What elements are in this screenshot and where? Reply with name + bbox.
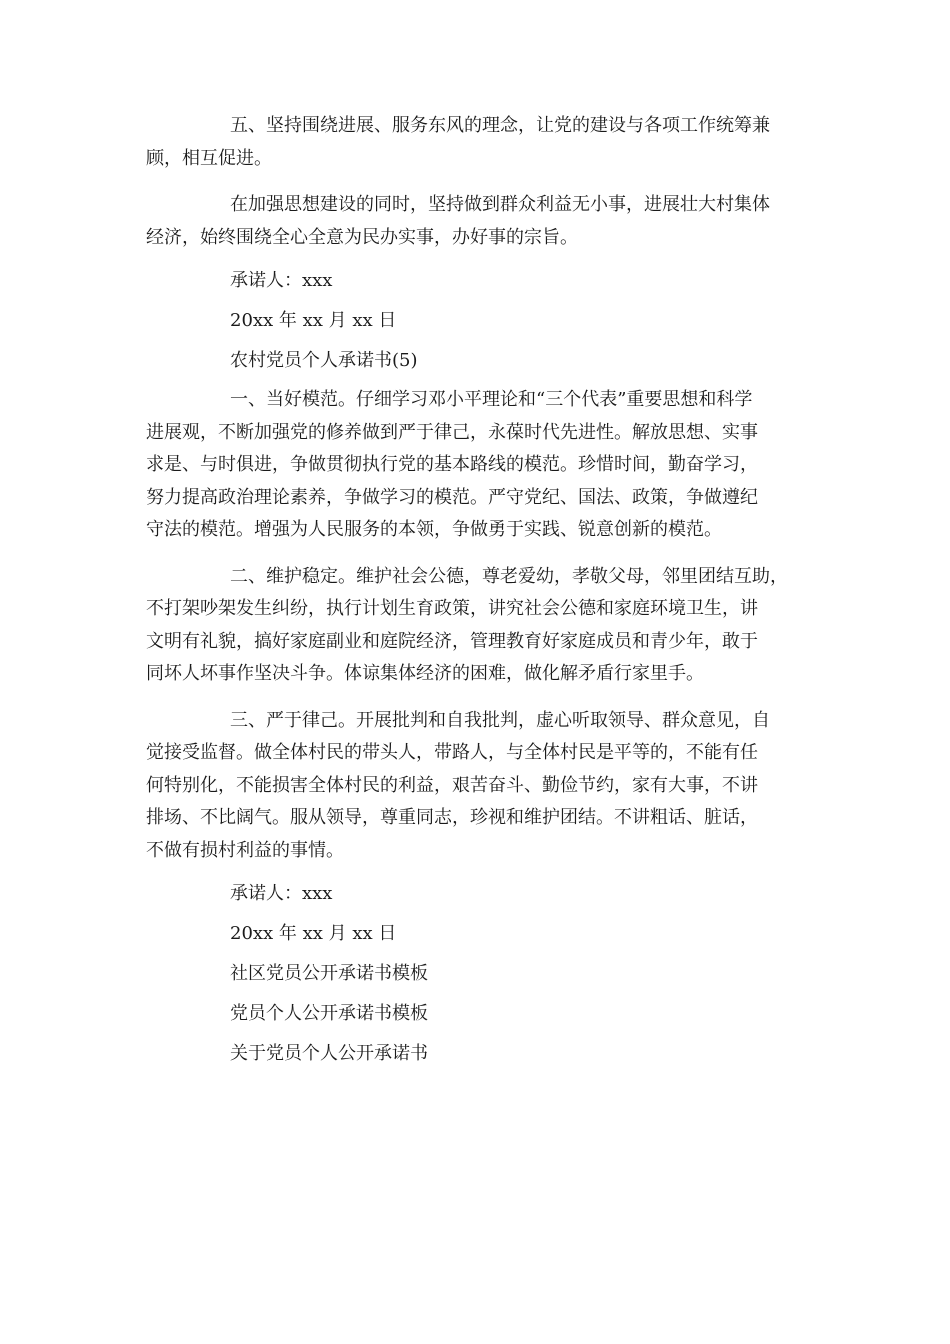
text-line: 努力提高政治理论素养，争做学习的模范。严守党纪、国法、政策，争做遵纪: [146, 486, 758, 508]
related-link-personal-template[interactable]: 党员个人公开承诺书模板: [230, 1003, 428, 1024]
text-line: 二、维护稳定。维护社会公德，尊老爱幼，孝敬父母，邻里团结互助，: [230, 565, 788, 587]
date-line: 20xx 年 xx 月 xx 日: [230, 310, 397, 331]
text-line: 同坏人坏事作坚决斗争。体谅集体经济的困难，做化解矛盾行家里手。: [146, 663, 704, 684]
text-line: 一、当好模范。仔细学习邓小平理论和“三个代表”重要思想和科学: [230, 389, 753, 410]
text-line: 经济，始终围绕全心全意为民办实事，办好事的宗旨。: [146, 226, 578, 248]
commitment-item-2: [146, 561, 818, 691]
commitment-item-1: [146, 384, 818, 547]
related-link-community-template[interactable]: 社区党员公开承诺书模板: [230, 963, 428, 984]
text-line: 不打架吵架发生纠纷，执行计划生育政策，讲究社会公德和家庭环境卫生，讲: [146, 598, 758, 619]
text-line: 守法的模范。增强为人民服务的本领，争做勇于实践、锐意创新的模范。: [146, 519, 722, 540]
paragraph-point-five: [146, 110, 818, 175]
text-line: 何特别化，不能损害全体村民的利益，艰苦奋斗、勤俭节约，家有大事，不讲: [146, 774, 758, 796]
signer-line: 承诺人：xxx: [230, 270, 333, 291]
date-line: 20xx 年 xx 月 xx 日: [230, 923, 397, 944]
text-line: 排场、不比阔气。服从领导，尊重同志，珍视和维护团结。不讲粗话、脏话，: [146, 807, 758, 828]
section-title: 农村党员个人承诺书(5): [230, 350, 418, 371]
signer-line: 承诺人：xxx: [230, 883, 333, 904]
related-link-personal-commitment[interactable]: 关于党员个人公开承诺书: [230, 1043, 428, 1064]
text-line: 在加强思想建设的同时，坚持做到群众利益无小事，进展壮大村集体: [230, 194, 770, 215]
text-line: 觉接受监督。做全体村民的带头人，带路人，与全体村民是平等的，不能有任: [146, 742, 758, 763]
text-line: 顾，相互促进。: [146, 147, 272, 169]
text-line: 不做有损村利益的事情。: [146, 839, 344, 861]
paragraph-ideology: [146, 189, 818, 254]
commitment-item-3: [146, 705, 818, 868]
text-line: 求是、与时俱进，争做贯彻执行党的基本路线的模范。珍惜时间，勤奋学习，: [146, 454, 758, 475]
text-line: 进展观，不断加强党的修养做到严于律己，永葆时代先进性。解放思想、实事: [146, 421, 758, 443]
document-page: [146, 110, 818, 1067]
text-line: 文明有礼貌，搞好家庭副业和庭院经济，管理教育好家庭成员和青少年，敢于: [146, 630, 758, 652]
text-line: 三、严于律己。开展批判和自我批判，虚心听取领导、群众意见，自: [230, 709, 770, 731]
text-line: 五、坚持围绕进展、服务东风的理念，让党的建设与各项工作统筹兼: [230, 115, 770, 136]
